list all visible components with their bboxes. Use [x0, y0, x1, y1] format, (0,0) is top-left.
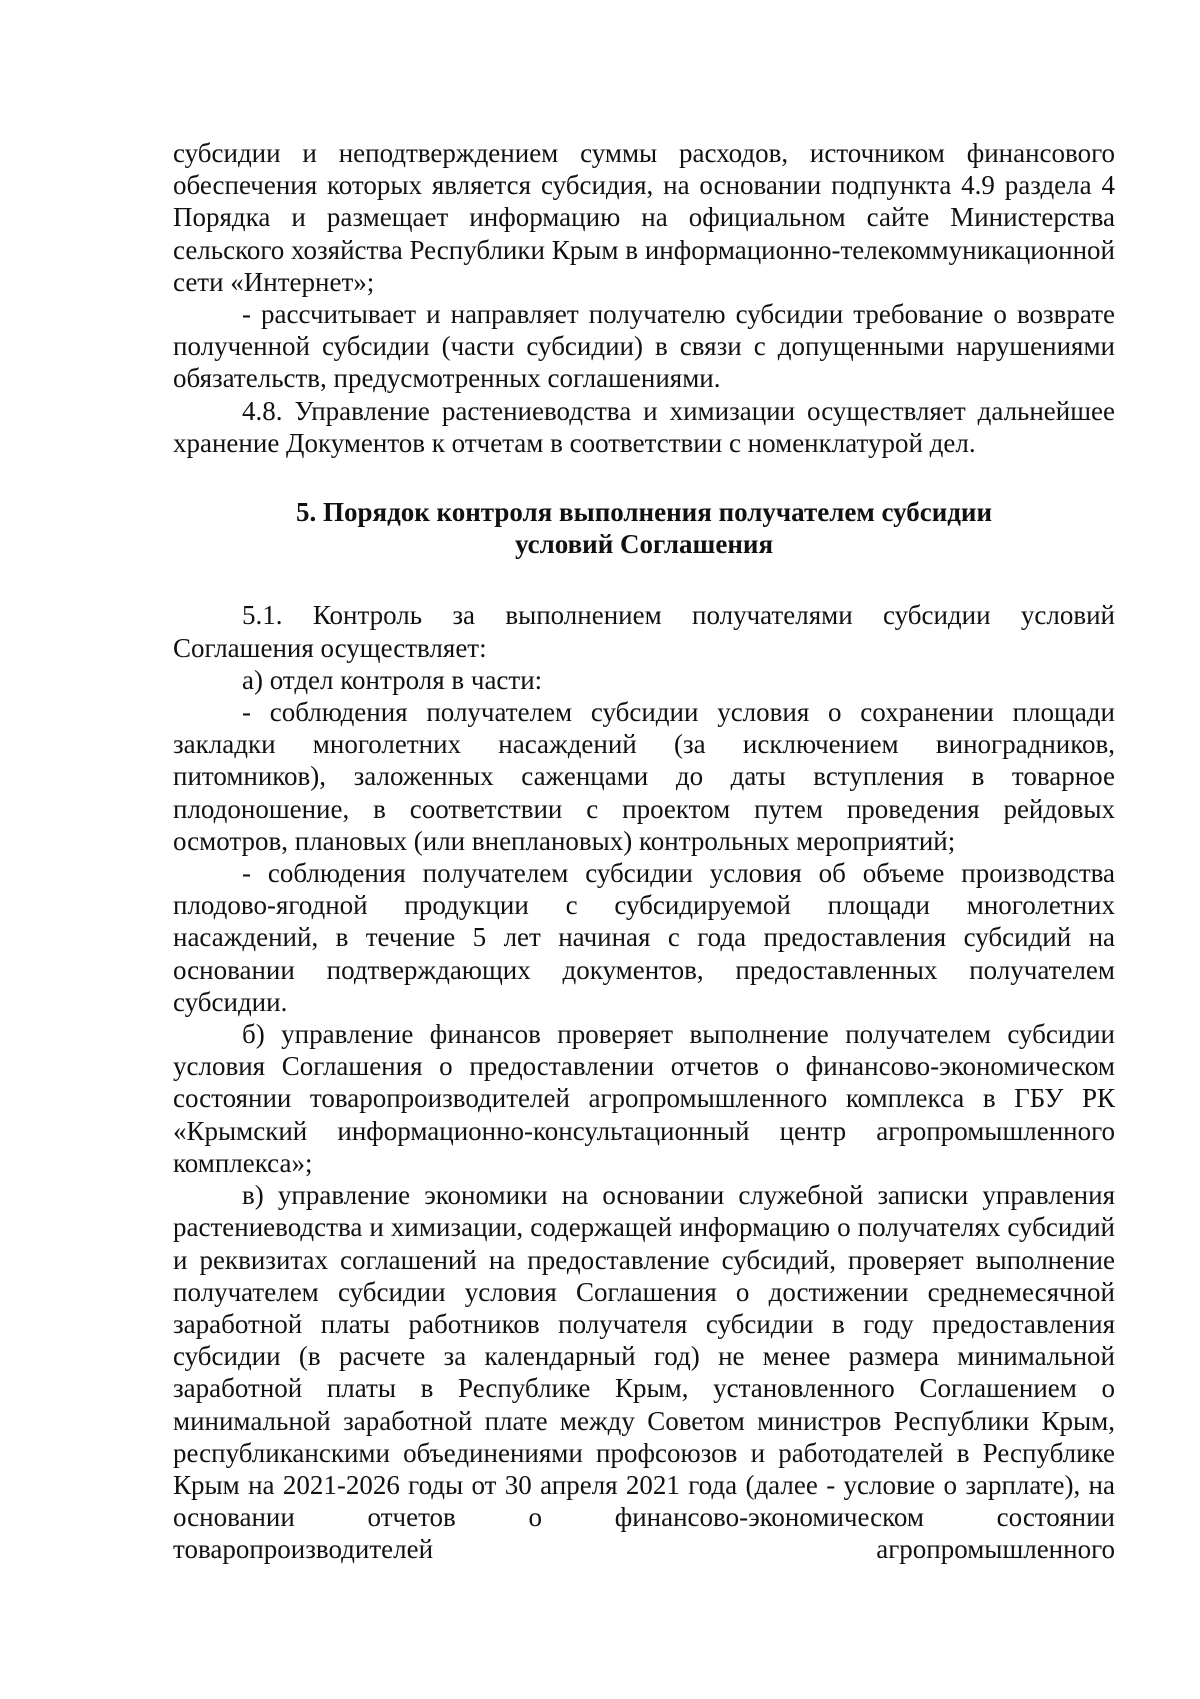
section-5-heading-line-1: 5. Порядок контроля выполнения получателем субсидии: [295, 497, 993, 528]
section-5-heading-line-2: условий Соглашения: [514, 529, 774, 560]
paragraph-v-economics-department: в) управление экономики на основании служебной записки управления растениеводства и химизации, содержащей информацию о получателях субсидий и реквизитах соглашений на предоставление субсидий, проверяет выполнение получателем субсидии условия Соглашения о достижении среднемесячной заработной платы работников получателя субсидии в году предоставления субсидии (в расчете за календарный год) не менее размера минимальной заработной платы в Республике Крым, установленного Соглашением о минимальной заработной плате между Советом министров Республики Крым, республиканскими объединениями профсоюзов и работодателей в Республике Крым на 2021-2026 годы от 30 апреля 2021 года (далее - условие о зарплате), на основании отчетов о финансово-экономическом состоянии товаропроизводителей агропромышленного: [173, 1180, 1115, 1565]
paragraph-fruit-production-volume: - соблюдения получателем субсидии условия об объеме производства плодово-ягодной продукции с субсидируемой площади многолетних насаждений, в течение 5 лет начиная с года предоставления субсидий на основании подтверждающих документов, предоставленных получателем субсидии.: [173, 858, 1115, 1017]
paragraph-b-finance-department: б) управление финансов проверяет выполнение получателем субсидии условия Соглашения о предоставлении отчетов о финансово-экономическом состоянии товаропроизводителей агропромышленного комплекса в ГБУ РК «Крымский информационно-консультационный центр агропромышленного комплекса»;: [173, 1019, 1115, 1178]
paragraph-planting-area-condition: - соблюдения получателем субсидии условия о сохранении площади закладки многолетних насаждений (за исключением виноградников, питомников), заложенных саженцами до даты вступления в товарное плодоношение, в соответствии с проектом путем проведения рейдовых осмотров, плановых (или внеплановых) контрольных мероприятий;: [173, 697, 1115, 856]
paragraph-a-control-department: а) отдел контроля в части:: [242, 664, 543, 695]
document-body: [173, 137, 1115, 1566]
paragraph-calculate-return-demand: - рассчитывает и направляет получателю субсидии требование о возврате полученной субсидии (части субсидии) в связи с допущенными нарушениями обязательств, предусмотренных соглашениями.: [173, 299, 1115, 394]
paragraph-4-8-document-storage: 4.8. Управление растениеводства и химизации осуществляет дальнейшее хранение Документов к отчетам в соответствии с номенклатурой дел.: [173, 395, 1115, 458]
section-5-heading: [173, 496, 1115, 560]
paragraph-5-1-control: 5.1. Контроль за выполнением получателями субсидии условий Соглашения осуществляет:: [173, 600, 1115, 663]
paragraph-subsidy-unconfirmed-expenses: субсидии и неподтверждением суммы расходов, источником финансового обеспечения которых является субсидия, на основании подпункта 4.9 раздела 4 Порядка и размещает информацию на официальном сайте Министерства сельского хозяйства Республики Крым в информационно-телекоммуникационной сети «Интернет»;: [173, 138, 1115, 297]
